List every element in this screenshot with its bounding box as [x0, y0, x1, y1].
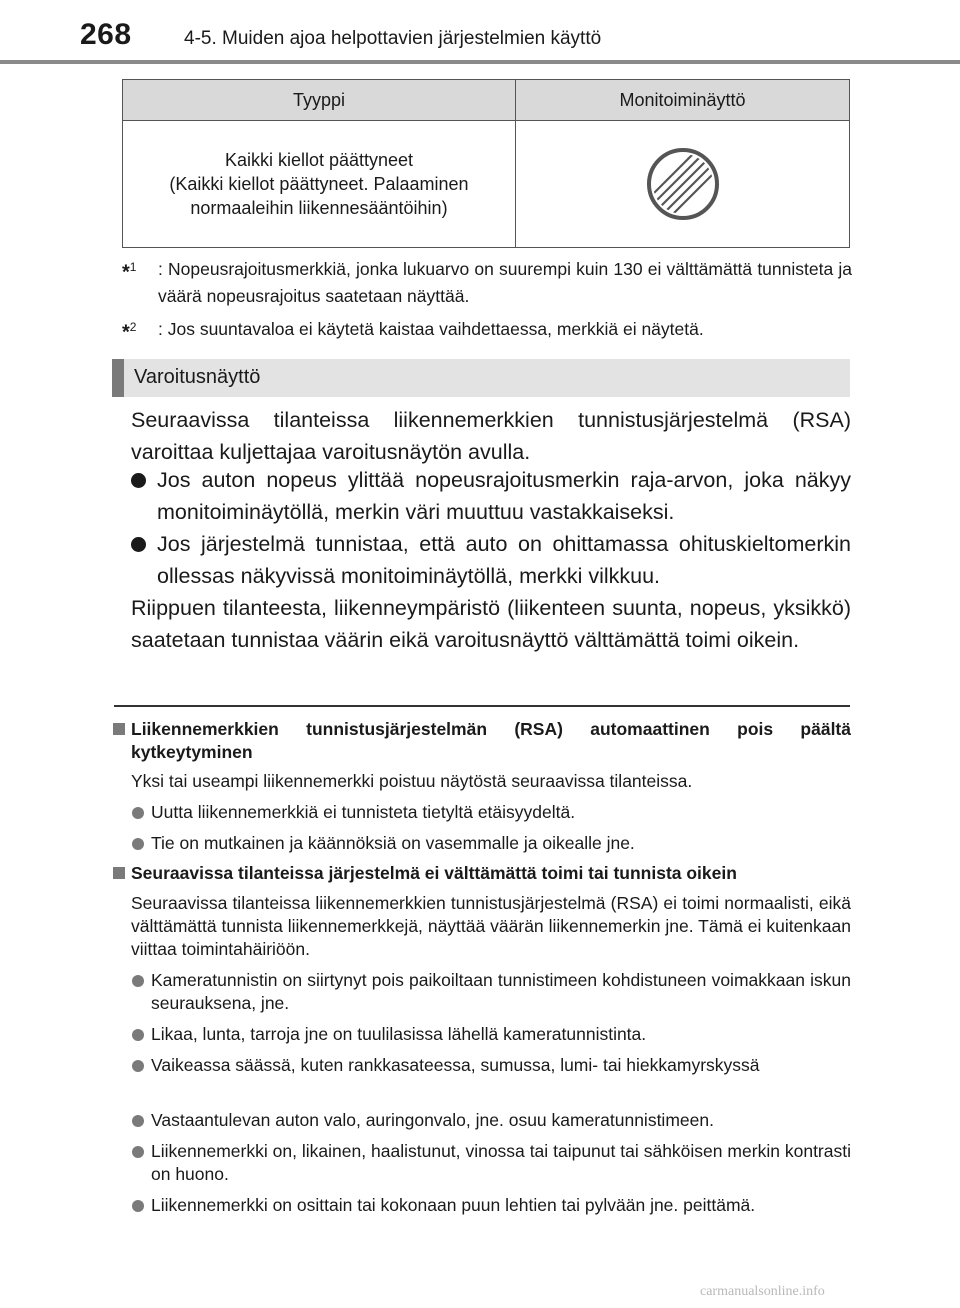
list-item [131, 528, 851, 592]
list-item-text: Liikennemerkki on, likainen, haalistunut, vinossa tai taipunut tai sähköisen merkin kontrasti on huono. [151, 1141, 851, 1184]
bullet-icon [131, 473, 146, 488]
column-header-display: Monitoiminäyttö [516, 80, 850, 121]
sign-description-line: (Kaikki kiellot päättyneet. Palaaminen [169, 174, 469, 194]
sign-table [122, 79, 850, 248]
list-item [131, 1023, 851, 1046]
bullet-icon [132, 1115, 144, 1127]
footnote-marker: *$^2$ [122, 320, 137, 344]
sign-icon-cell [516, 121, 850, 248]
footnote-marker: *$^1$ [122, 260, 137, 284]
warning-section-heading [112, 359, 850, 397]
list-item [131, 1140, 851, 1186]
page-header [0, 0, 960, 60]
sign-description-line: normaaleihin liikennesääntöihin) [190, 198, 448, 218]
list-item [131, 1194, 851, 1217]
page-number: 268 [80, 18, 132, 51]
footnote-text: : Jos suuntavaloa ei käytetä kaistaa vaihdettaessa, merkkiä ei näytetä. [158, 319, 704, 339]
list-item-text: Uutta liikennemerkkiä ei tunnisteta tietyltä etäisyydeltä. [151, 802, 576, 822]
bullet-icon [132, 838, 144, 850]
list-item-text: Kameratunnistin on siirtynyt pois paikoiltaan tunnistimeen kohdistuneen voimakkaan iskun seurauksena, jne. [151, 970, 851, 1013]
list-item [131, 1109, 851, 1132]
auto-off-heading-text: Liikennemerkkien tunnistusjärjestelmän (RSA) automaattinen pois päältä kytkeytyminen [131, 719, 851, 762]
heading-square-icon [113, 723, 125, 735]
heading-accent [112, 359, 124, 397]
bullet-icon [132, 807, 144, 819]
footnote-2 [122, 316, 852, 343]
list-item [131, 832, 851, 855]
footnote-text: : Nopeusrajoitusmerkkiä, jonka lukuarvo on suurempi kuin 130 ei välttämättä tunnisteta ja väärä nopeusrajoitus saatetaan näyttää. [158, 259, 852, 306]
footnote-1 [122, 256, 852, 310]
heading-square-icon [113, 867, 125, 879]
list-item-text: Vaikeassa säässä, kuten rankkasateessa, sumussa, lumi- tai hiekkamyrskyssä [151, 1055, 760, 1075]
list-item [131, 969, 851, 1015]
bullet-icon [132, 1146, 144, 1158]
bullet-icon [132, 1029, 144, 1041]
watermark: carmanualsonline.info [700, 1284, 825, 1299]
bullet-icon [132, 1060, 144, 1072]
end-of-all-restrictions-sign-icon [645, 146, 721, 222]
list-item-text: Jos auton nopeus ylittää nopeusrajoitusmerkin raja-arvon, joka näkyy monitoiminäytöllä, merkin väri muuttuu vastakkaiseksi. [157, 468, 851, 524]
auto-off-intro: Yksi tai useampi liikennemerkki poistuu näytöstä seuraavissa tilanteissa. [131, 771, 693, 791]
list-item-text: Tie on mutkainen ja käännöksiä on vasemmalle ja oikealle jne. [151, 833, 635, 853]
table-header-row [123, 80, 850, 121]
malfunction-intro: Seuraavissa tilanteissa liikennemerkkien tunnistusjärjestelmä (RSA) ei toimi normaalisti, eikä välttämättä tunnista liikennemerkkejä, näyttää väärän liikennemerkin jne. Tämä ei kuitenkaan viittaa toimintahäiriöön. [131, 893, 851, 959]
bullet-icon [132, 975, 144, 987]
sign-description-cell [123, 121, 516, 248]
warning-intro: Seuraavissa tilanteissa liikennemerkkien tunnistusjärjestelmä (RSA) varoittaa kuljettajaa varoitusnäytön avulla. [131, 408, 851, 464]
malfunction-heading-text: Seuraavissa tilanteissa järjestelmä ei välttämättä toimi tai tunnista oikein [131, 863, 737, 883]
list-item [131, 801, 851, 824]
warning-section-title: Varoitusnäyttö [134, 366, 261, 388]
malfunction-heading [113, 862, 851, 885]
column-header-type: Tyyppi [123, 80, 516, 121]
list-item-text: Jos järjestelmä tunnistaa, että auto on ohittamassa ohituskieltomerkin ollessas näkyvissä monitoiminäytöllä, merkki vilkkuu. [157, 532, 851, 588]
table-row [123, 121, 850, 248]
list-item [131, 1054, 851, 1077]
list-item [131, 464, 851, 528]
list-item-text: Liikennemerkki on osittain tai kokonaan puun lehtien tai pylvään jne. peittämä. [151, 1195, 756, 1215]
list-item-text: Vastaantulevan auton valo, auringonvalo, jne. osuu kameratunnistimeen. [151, 1110, 714, 1130]
section-title: 4-5. Muiden ajoa helpottavien järjestelmien käyttö [184, 28, 602, 49]
bullet-icon [131, 537, 146, 552]
list-item-text: Likaa, lunta, tarroja jne on tuulilasissa lähellä kameratunnistinta. [151, 1024, 647, 1044]
auto-off-heading [113, 718, 851, 764]
header-rule [0, 60, 960, 64]
sign-description-line: Kaikki kiellot päättyneet [224, 150, 414, 170]
bullet-icon [132, 1200, 144, 1212]
warning-outro: Riippuen tilanteesta, liikenneympäristö (liikenteen suunta, nopeus, yksikkö) saatetaan tunnistaa väärin eikä varoitusnäyttö välttämättä toimi oikein. [131, 596, 851, 652]
section-divider [114, 705, 850, 707]
